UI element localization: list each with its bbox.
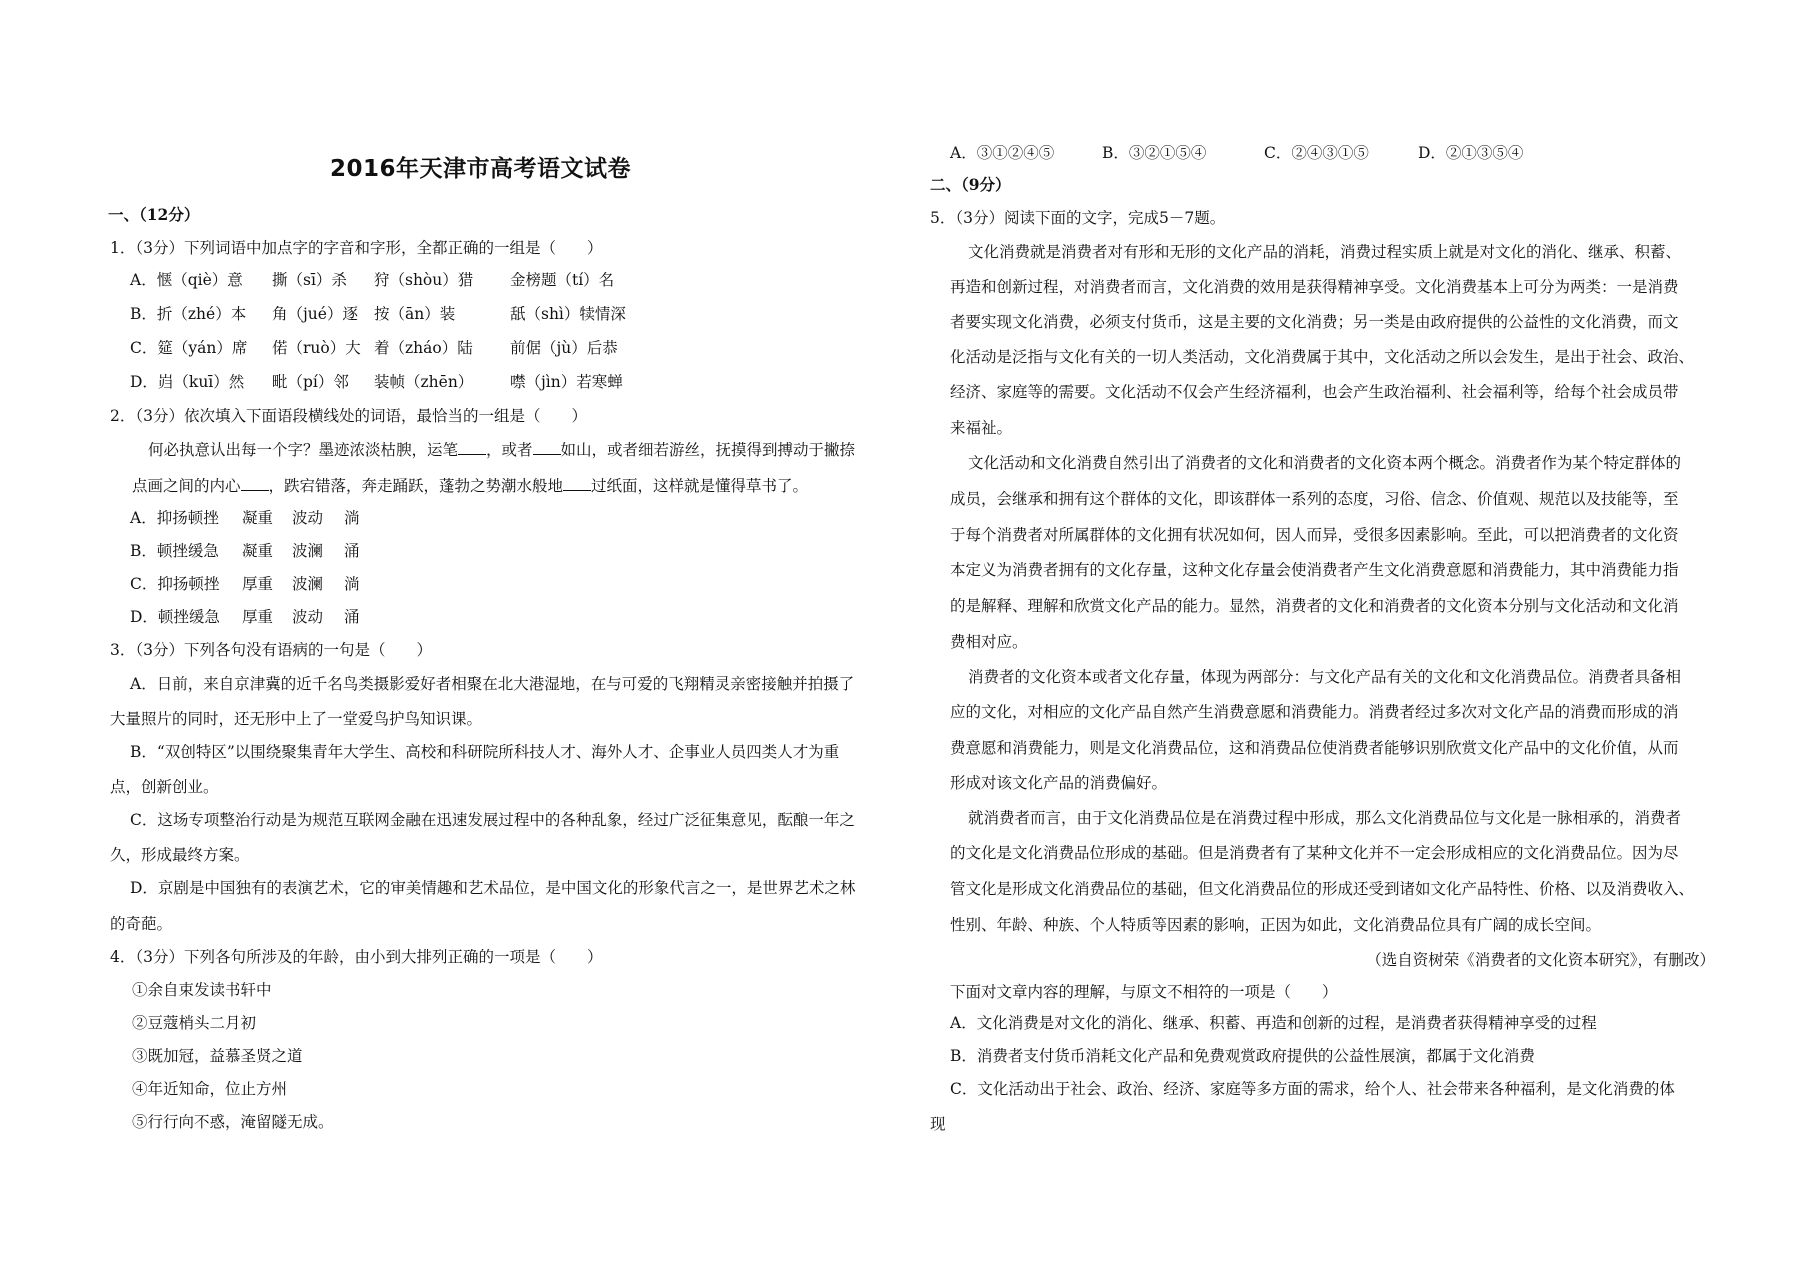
section-2-heading: 二、（9分）: [930, 175, 1011, 194]
option-part: 淌: [344, 575, 360, 593]
q3-line: 点，创新创业。: [110, 778, 219, 796]
passage-text: 何必执意认出每一个字？墨迹浓淡枯腴，运笔: [148, 441, 459, 459]
q3-line: 的奇葩。: [110, 915, 173, 933]
q3-line: B．“双创特区”以围绕聚集青年大学生、高校和科研院所科技人才、海外人才、企事业人员四类人才为重: [130, 743, 840, 761]
fill-blank: [533, 440, 561, 455]
option-part: D．岿（kuī）然: [130, 373, 245, 391]
passage-line: 费意愿和消费能力，则是文化消费品位，这和消费品位使消费者能够识别欣赏文化产品中的文化价值，从而: [950, 739, 1679, 757]
option-part: 波动: [292, 509, 324, 527]
q3-stem: 3．（3分）下列各句没有语病的一句是（ ）: [110, 641, 432, 659]
answer-option: B．③②①⑤④: [1102, 144, 1207, 162]
option-part: 涌: [344, 608, 360, 626]
q5-question: 下面对文章内容的理解，与原文不相符的一项是（ ）: [950, 983, 1338, 1001]
option-part: 狩（shòu）猎: [374, 271, 474, 289]
passage-line: 再造和创新过程，对消费者而言，文化消费的效用是获得精神享受。文化消费基本上可分为两类：一是消费: [950, 278, 1679, 296]
q4-item: ③既加冠，益慕圣贤之道: [132, 1047, 303, 1065]
q4-item: ②豆蔻梢头二月初: [132, 1014, 257, 1032]
passage-line: 管文化是形成文化消费品位的基础，但文化消费品位的形成还受到诸如文化产品特性、价格、以及消费收入、: [950, 880, 1695, 898]
option-part: 舐（shì）犊情深: [510, 305, 626, 323]
q5-stem: 5．（3分）阅读下面的文字，完成5－7题。: [930, 209, 1226, 227]
option-part: 厚重: [242, 575, 274, 593]
option-part: 涌: [344, 542, 360, 560]
option-part: 噤（jìn）若寒蝉: [510, 373, 623, 391]
section-1-heading: 一、（12分）: [108, 205, 200, 224]
passage-text: 过纸面，这样就是懂得草书了。: [591, 477, 809, 495]
option-part: D．顿挫缓急: [130, 608, 220, 626]
passage-text: 点画之间的内心: [132, 477, 241, 495]
q1-option-b: [130, 304, 626, 324]
q1-option-c: [130, 338, 618, 358]
q5-choice-c-cont: 现: [930, 1115, 946, 1133]
option-part: 凝重: [242, 509, 274, 527]
option-part: 波动: [292, 608, 324, 626]
option-part: 波澜: [292, 575, 324, 593]
q4-item: ④年近知命，位止方州: [132, 1080, 288, 1098]
passage-line: 应的文化，对相应的文化产品自然产生消费意愿和消费能力。消费者经过多次对文化产品的消费而形成的消: [950, 703, 1679, 721]
passage-line: 形成对该文化产品的消费偏好。: [950, 774, 1168, 792]
passage-line: 消费者的文化资本或者文化存量，体现为两部分：与文化产品有关的文化和文化消费品位。消费者具备相: [968, 668, 1682, 686]
answer-option: C．②④③①⑤: [1264, 144, 1369, 162]
q2-passage-line-2: [132, 476, 808, 496]
option-part: 金榜题（tí）名: [510, 271, 615, 289]
fill-blank: [458, 440, 486, 455]
passage-line: 于每个消费者对所属群体的文化拥有状况如何，因人而异，受很多因素影响。至此，可以把消费者的文化资: [950, 526, 1679, 544]
q3-line: C．这场专项整治行动是为规范互联网金融在迅速发展过程中的各种乱象，经过广泛征集意见，酝酿一年之: [130, 811, 855, 829]
option-part: 偌（ruò）大: [272, 339, 361, 357]
passage-line: 文化活动和文化消费自然引出了消费者的文化和消费者的文化资本两个概念。消费者作为某个特定群体的: [968, 454, 1682, 472]
q3-line: A．日前，来自京津冀的近千名鸟类摄影爱好者相聚在北大港湿地，在与可爱的飞翔精灵亲密接触并拍摄了: [130, 675, 855, 693]
option-part: 毗（pí）邻: [272, 373, 349, 391]
passage-line: 就消费者而言，由于文化消费品位是在消费过程中形成，那么文化消费品位与文化是一脉相承的，消费者: [968, 809, 1682, 827]
q4-stem: 4．（3分）下列各句所涉及的年龄，由小到大排列正确的一项是（ ）: [110, 948, 603, 966]
option-part: B．顿挫缓急: [130, 542, 219, 560]
q5-choice-c: C．文化活动出于社会、政治、经济、家庭等多方面的需求，给个人、社会带来各种福利，是文化消费的体: [950, 1080, 1675, 1098]
q5-choice-a: A．文化消费是对文化的消化、继承、积蓄、再造和创新的过程，是消费者获得精神享受的过程: [950, 1014, 1597, 1032]
q3-line: D．京剧是中国独有的表演艺术，它的审美情趣和艺术品位，是中国文化的形象代言之一，是世界艺术之林: [130, 879, 856, 897]
q2-option-c: [130, 574, 360, 594]
passage-line: 的是解释、理解和欣赏文化产品的能力。显然，消费者的文化和消费者的文化资本分别与文化活动和文化消: [950, 597, 1679, 615]
option-part: 前倨（jù）后恭: [510, 339, 618, 357]
option-part: 厚重: [242, 608, 274, 626]
passage-line: 者要实现文化消费，必须支付货币，这是主要的文化消费；另一类是由政府提供的公益性的文化消费，而文: [950, 313, 1679, 331]
option-part: 淌: [344, 509, 360, 527]
q3-line: 久，形成最终方案。: [110, 846, 250, 864]
option-part: 角（jué）逐: [272, 305, 358, 323]
passage-line: 费相对应。: [950, 633, 1028, 651]
q2-option-b: [130, 541, 360, 561]
option-part: 撕（sī）杀: [272, 271, 347, 289]
passage-line: 的文化是文化消费品位形成的基础。但是消费者有了某种文化并不一定会形成相应的文化消费品位。因为尽: [950, 844, 1679, 862]
fill-blank: [563, 476, 591, 491]
q2-stem: 2．（3分）依次填入下面语段横线处的词语，最恰当的一组是（ ）: [110, 407, 587, 425]
passage-line: 本定义为消费者拥有的文化存量，这种文化存量会使消费者产生文化消费意愿和消费能力，其中消费能力指: [950, 561, 1679, 579]
fill-blank: [241, 476, 269, 491]
option-part: 装帧（zhēn）: [374, 373, 474, 391]
passage-line: 经济、家庭等的需要。文化活动不仅会产生经济福利，也会产生政治福利、社会福利等，给每个社会成员带: [950, 383, 1679, 401]
q2-option-d: [130, 607, 360, 627]
option-part: 波澜: [292, 542, 324, 560]
option-part: A．抑扬顿挫: [130, 509, 219, 527]
option-part: 凝重: [242, 542, 274, 560]
passage-line: 性别、年龄、种族、个人特质等因素的影响，正因为如此，文化消费品位具有广阔的成长空间。: [950, 916, 1602, 934]
passage-text: 如山，或者细若游丝，抚摸得到搏动于撇捺: [560, 441, 856, 459]
option-part: 着（zháo）陆: [374, 339, 473, 357]
option-part: B．折（zhé）本: [130, 305, 247, 323]
answer-option: A．③①②④⑤: [950, 144, 1055, 162]
passage-text: ，或者: [486, 441, 533, 459]
q5-choice-b: B．消费者支付货币消耗文化产品和免费观赏政府提供的公益性展演，都属于文化消费: [950, 1047, 1535, 1065]
q1-option-a: [130, 270, 615, 290]
q4-answers: [950, 143, 1524, 163]
passage-line: 成员，会继承和拥有这个群体的文化，即该群体一系列的态度，习俗、信念、价值观、规范以及技能等，至: [950, 490, 1679, 508]
option-part: C．筵（yán）席: [130, 339, 248, 357]
option-part: C．抑扬顿挫: [130, 575, 220, 593]
q1-option-d: [130, 372, 623, 392]
q2-option-a: [130, 508, 360, 528]
q3-line: 大量照片的同时，还无形中上了一堂爱鸟护鸟知识课。: [110, 710, 483, 728]
passage-line: 文化消费就是消费者对有形和无形的文化产品的消耗，消费过程实质上就是对文化的消化、继承、积蓄、: [968, 243, 1682, 261]
page-title: 2016年天津市高考语文试卷: [330, 156, 632, 182]
q4-item: ⑤行行向不惑，淹留隧无成。: [132, 1113, 334, 1131]
option-part: 按（ān）装: [374, 305, 456, 323]
answer-option: D．②①③⑤④: [1418, 144, 1524, 162]
passage-line: 来福祉。: [950, 419, 1013, 437]
passage-text: ，跌宕错落，奔走踊跃，蓬勃之势潮水般地: [268, 477, 564, 495]
q1-stem: 1．（3分）下列词语中加点字的字音和字形，全都正确的一组是（ ）: [110, 239, 603, 257]
passage-source: （选自资树荣《消费者的文化资本研究》，有删改）: [1366, 951, 1715, 969]
option-part: A．惬（qiè）意: [130, 271, 243, 289]
q2-passage-line-1: [148, 440, 855, 460]
passage-line: 化活动是泛指与文化有关的一切人类活动，文化消费属于其中，文化活动之所以会发生，是出于社会、政治、: [950, 348, 1695, 366]
q4-item: ①余自束发读书轩中: [132, 981, 272, 999]
